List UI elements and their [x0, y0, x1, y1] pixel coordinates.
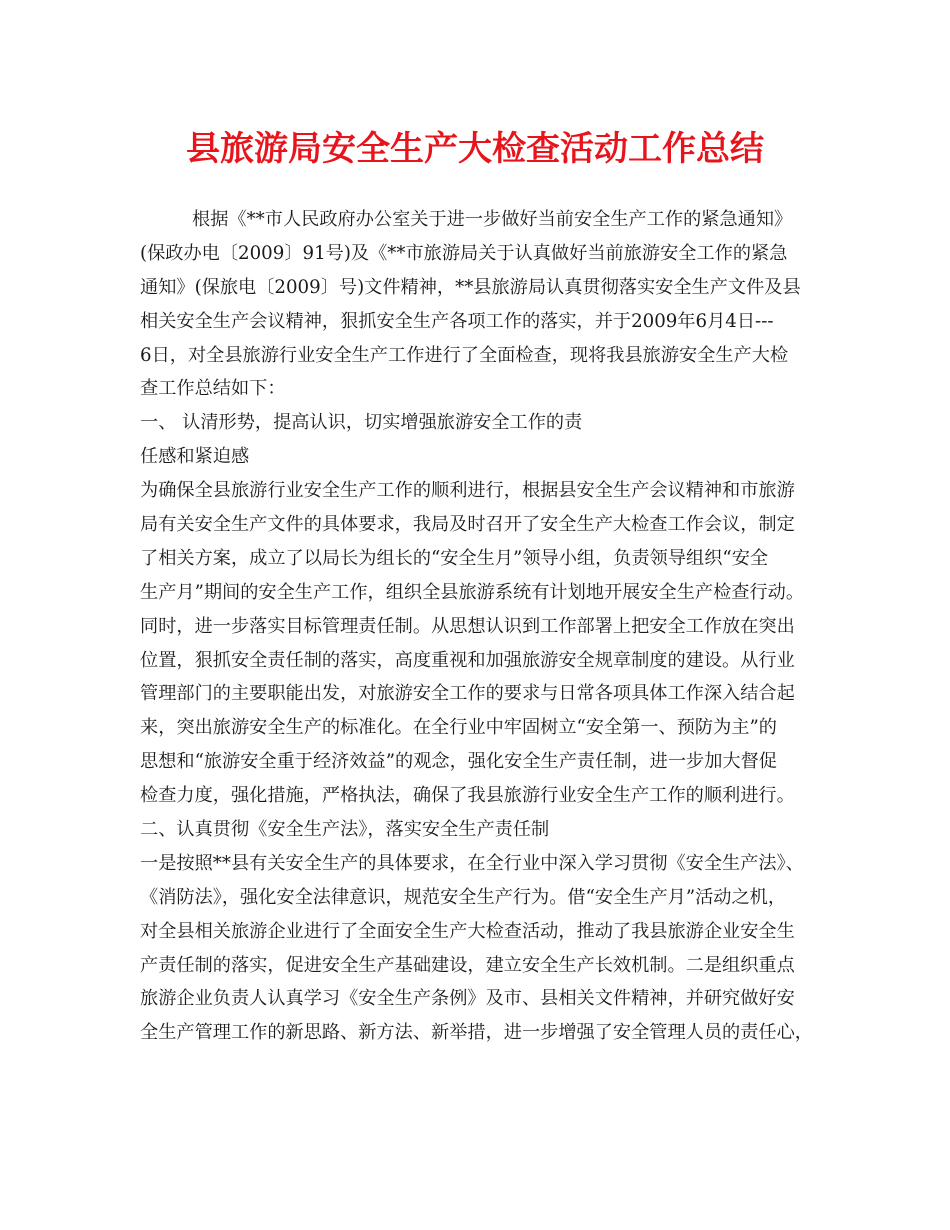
paragraph-line: 查工作总结如下：	[140, 378, 286, 400]
paragraph-line: 产责任制的落实，促进安全生产基础建设，建立安全生产长效机制。二是组织重点	[140, 954, 795, 976]
paragraph-line: 6日，对全县旅游行业安全生产工作进行了全面检查，现将我县旅游安全生产大检	[140, 344, 789, 366]
paragraph-line: 旅游企业负责人认真学习《安全生产条例》及市、县相关文件精神，并研究做好安	[140, 988, 795, 1010]
document-title: 县旅游局安全生产大检查活动工作总结	[186, 129, 764, 169]
paragraph-line: 局有关安全生产文件的具体要求，我局及时召开了安全生产大检查工作会议，制定	[140, 514, 795, 536]
paragraph-line: 位置，狠抓安全责任制的落实，高度重视和加强旅游安全规章制度的建设。从行业	[140, 649, 795, 671]
paragraph-line: 了相关方案，成立了以局长为组长的“安全生月”领导小组，负责领导组织“安全	[140, 547, 769, 569]
section-heading: 一、 认清形势，提高认识，切实增强旅游安全工作的责	[140, 412, 583, 434]
paragraph-line: 对全县相关旅游企业进行了全面安全生产大检查活动，推动了我县旅游企业安全生	[140, 920, 795, 942]
paragraph-line: 同时，进一步落实目标管理责任制。从思想认识到工作部署上把安全工作放在突出	[140, 615, 795, 637]
paragraph-line: 通知》(保旅电〔2009〕号)文件精神，**县旅游局认真贯彻落实安全生产文件及县	[140, 276, 801, 298]
paragraph-line: 《消防法》，强化安全法律意识，规范安全生产行为。借“安全生产月”活动之机，	[140, 886, 787, 908]
paragraph-line: 管理部门的主要职能出发，对旅游安全工作的要求与日常各项具体工作深入结合起	[140, 683, 795, 705]
section-heading: 二、认真贯彻《安全生产法》，落实安全生产责任制	[140, 819, 550, 841]
document-body	[140, 203, 812, 1050]
paragraph-line: 检查力度，强化措施，严格执法，确保了我县旅游行业安全生产工作的顺利进行。	[140, 785, 795, 807]
paragraph-line: (保政办电〔2009〕91号)及《**市旅游局关于认真做好当前旅游安全工作的紧急	[140, 242, 788, 264]
paragraph-line: 全生产管理工作的新思路、新方法、新举措，进一步增强了安全管理人员的责任心，	[140, 1022, 813, 1044]
paragraph-line: 生产月”期间的安全生产工作，组织全县旅游系统有计划地开展安全生产检查行动。	[140, 581, 805, 603]
paragraph-line: 思想和“旅游安全重于经济效益”的观念，强化安全生产责任制，进一步加大督促	[140, 751, 777, 773]
paragraph-line: 相关安全生产会议精神，狠抓安全生产各项工作的落实，并于2009年6月4日---	[140, 310, 774, 332]
paragraph-line: 为确保全县旅游行业安全生产工作的顺利进行，根据县安全生产会议精神和市旅游	[140, 480, 795, 502]
paragraph-line: 根据《**市人民政府办公室关于进一步做好当前安全生产工作的紧急通知》	[192, 209, 793, 230]
section-heading: 任感和紧迫感	[140, 446, 250, 468]
paragraph-line: 一是按照**县有关安全生产的具体要求，在全行业中深入学习贯彻《安全生产法》、	[140, 852, 804, 874]
paragraph-line: 来，突出旅游安全生产的标准化。在全行业中牢固树立“安全第一、预防为主”的	[140, 717, 777, 739]
